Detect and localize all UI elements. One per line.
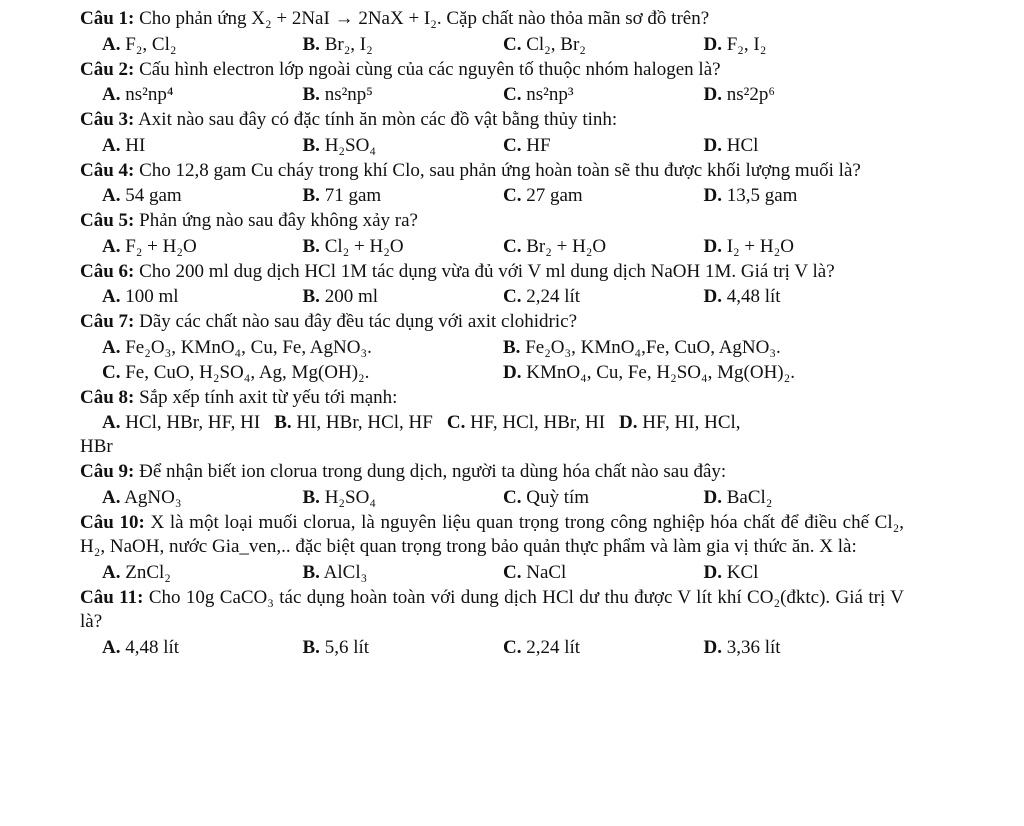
option-b[interactable]: B. AlCl₃ xyxy=(302,561,368,583)
question-1 xyxy=(80,7,904,57)
question-label: Câu 7: xyxy=(80,311,135,332)
option-d[interactable]: D. BaCl₂ xyxy=(703,486,773,508)
option-c[interactable]: C. NaCl xyxy=(503,561,567,583)
options xyxy=(80,82,904,107)
option-a[interactable]: A. ns²np⁴ xyxy=(102,84,174,105)
option-b[interactable]: B. 5,6 lít xyxy=(302,636,370,658)
question-9 xyxy=(80,460,904,510)
option-b[interactable]: B. ns²np⁵ xyxy=(302,84,373,105)
option-a[interactable]: A. 100 ml xyxy=(102,286,179,307)
option-c[interactable]: C. Br₂ + H₂O xyxy=(503,235,607,257)
question-11 xyxy=(80,586,904,660)
option-a[interactable]: A. ZnCl₂ xyxy=(102,561,171,583)
question-text: Cho 10g CaCO₃ tác dụng hoàn toàn với dung dịch HCl dư thu được V lít khí CO₂(đktc). Giá trị V là? xyxy=(80,586,905,632)
option-b[interactable]: B. Br₂, I₂ xyxy=(302,33,373,55)
option-c[interactable]: C. 2,24 lít xyxy=(503,286,581,307)
options xyxy=(80,183,904,208)
question-text: Cho 12,8 gam Cu cháy trong khí Clo, sau phản ứng hoàn toàn sẽ thu được khối lượng muối là? xyxy=(139,159,861,181)
question-2 xyxy=(80,58,904,108)
question-5 xyxy=(80,209,904,259)
question-label: Câu 6: xyxy=(80,260,135,282)
question-10 xyxy=(80,511,904,585)
question-label: Câu 11: xyxy=(80,586,144,608)
option-a[interactable]: A. HCl, HBr, HF, HI xyxy=(102,412,261,433)
option-d[interactable]: D. I₂ + H₂O xyxy=(703,235,794,257)
question-text: Phản ứng nào sau đây không xảy ra? xyxy=(139,210,418,231)
question-label: Câu 9: xyxy=(80,461,135,482)
question-4 xyxy=(80,159,904,209)
option-c[interactable]: C. Cl₂, Br₂ xyxy=(503,33,586,55)
option-c[interactable]: C. HF xyxy=(503,134,551,156)
options xyxy=(80,335,904,360)
question-3 xyxy=(80,108,904,158)
option-c[interactable]: C. 27 gam xyxy=(503,185,583,206)
option-d[interactable]: D. HCl xyxy=(703,134,759,156)
option-a[interactable]: A. Fe₂O₃, KMnO₄, Cu, Fe, AgNO₃. xyxy=(102,336,372,358)
option-c[interactable]: C. Fe, CuO, H₂SO₄, Ag, Mg(OH)₂. xyxy=(102,361,370,383)
option-d[interactable]: D. HF, HI, HCl, xyxy=(619,412,741,433)
option-b[interactable]: B. 71 gam xyxy=(302,185,382,206)
question-label: Câu 1: xyxy=(80,8,135,29)
question-label: Câu 4: xyxy=(80,159,135,181)
options xyxy=(80,133,904,158)
option-d[interactable]: D. KCl xyxy=(703,561,759,583)
option-a[interactable]: A. 4,48 lít xyxy=(102,636,180,658)
options xyxy=(80,635,904,660)
question-text: Sắp xếp tính axit từ yếu tới mạnh: xyxy=(139,386,398,408)
option-d[interactable]: D. F₂, I₂ xyxy=(703,33,767,55)
option-d[interactable]: D. 4,48 lít xyxy=(703,286,781,307)
options xyxy=(80,485,904,510)
option-b[interactable]: B. HI, HBr, HCl, HF xyxy=(274,412,433,433)
option-a[interactable]: A. F₂ + H₂O xyxy=(102,235,197,257)
question-label: Câu 10: xyxy=(80,511,145,533)
question-text: Cho 200 ml dug dịch HCl 1M tác dụng vừa đủ với V ml dung dịch NaOH 1M. Giá trị V là? xyxy=(139,260,835,282)
options xyxy=(80,360,904,385)
question-label: Câu 8: xyxy=(80,386,135,408)
option-b[interactable]: B. H₂SO₄ xyxy=(302,134,376,156)
option-d[interactable]: D. ns²2p⁶ xyxy=(703,84,775,105)
question-text: Cấu hình electron lớp ngoài cùng của các nguyên tố thuộc nhóm halogen là? xyxy=(139,58,721,80)
question-text: Dãy các chất nào sau đây đều tác dụng với axit clohidric? xyxy=(139,311,578,332)
option-c[interactable]: C. Quỳ tím xyxy=(503,486,590,508)
options xyxy=(80,410,904,435)
option-b[interactable]: B. Cl₂ + H₂O xyxy=(302,235,404,257)
options xyxy=(80,32,904,57)
option-d[interactable]: D. KMnO₄, Cu, Fe, H₂SO₄, Mg(OH)₂. xyxy=(503,361,795,383)
question-text: Axit nào sau đây có đặc tính ăn mòn các đồ vật bằng thủy tinh: xyxy=(138,109,618,130)
option-c[interactable]: C. HF, HCl, HBr, HI xyxy=(446,412,606,433)
options xyxy=(80,234,904,259)
options xyxy=(80,560,904,585)
question-text: Cho phản ứng X₂ + 2NaI → 2NaX + I₂. Cặp chất nào thỏa mãn sơ đồ trên? xyxy=(139,8,710,29)
option-d-continuation: HBr xyxy=(80,436,113,457)
question-8 xyxy=(80,386,904,460)
option-a[interactable]: A. 54 gam xyxy=(102,185,182,206)
question-text: Để nhận biết ion clorua trong dung dịch, người ta dùng hóa chất nào sau đây: xyxy=(139,461,727,482)
option-d[interactable]: D. 13,5 gam xyxy=(703,185,798,206)
option-c[interactable]: C. ns²np³ xyxy=(503,84,574,105)
option-c[interactable]: C. 2,24 lít xyxy=(503,636,581,658)
option-b[interactable]: B. H₂SO₄ xyxy=(302,486,376,508)
option-b[interactable]: B. Fe₂O₃, KMnO₄,Fe, CuO, AgNO₃. xyxy=(503,336,781,358)
option-d[interactable]: D. 3,36 lít xyxy=(703,636,781,658)
question-label: Câu 2: xyxy=(80,58,135,80)
option-a[interactable]: A. AgNO₃ xyxy=(102,486,182,508)
question-7 xyxy=(80,310,904,385)
question-6 xyxy=(80,260,904,310)
option-a[interactable]: A. HI xyxy=(102,134,146,156)
question-label: Câu 5: xyxy=(80,210,135,231)
options xyxy=(80,284,904,309)
option-a[interactable]: A. F₂, Cl₂ xyxy=(102,33,177,55)
question-text: X là một loại muối clorua, là nguyên liệu quan trọng trong công nghiệp hóa chất để điều chế Cl₂, H₂, NaOH, nước Gia_ven,.. đặc biệt quan trọng trong bảo quản thực phẩm và làm gia vị thức ăn. X là: xyxy=(80,511,904,557)
question-label: Câu 3: xyxy=(80,109,135,130)
option-b[interactable]: B. 200 ml xyxy=(302,286,378,307)
